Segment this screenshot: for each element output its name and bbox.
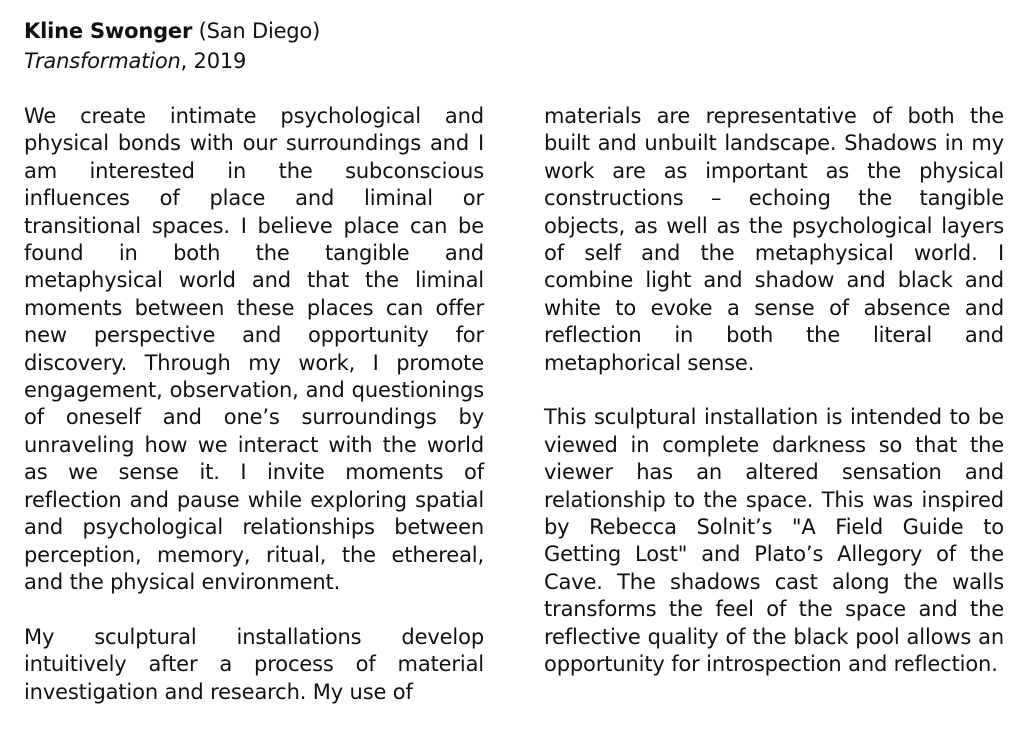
installation-description-paragraph: This sculptural installation is intended to be viewed in complete darkness so that the viewer has an altered sensation and relationship to the space. This was inspired by Rebecca Solnit’s "A Field Guide to Getting Lost" and Plato’s Allegory of the Cave. The shadows cast along the walls transforms the feel of the space and the reflective quality of the black pool allows an opportunity for introspection and reflection. <box>544 405 1004 677</box>
work-year: , 2019 <box>180 49 247 73</box>
statement-paragraph-2: My sculptural installations develop intuitively after a process of material investigation and research. My use of <box>24 624 484 704</box>
left-text-column <box>24 103 484 706</box>
artwork-header <box>24 16 320 76</box>
work-line <box>24 46 320 76</box>
artist-location: (San Diego) <box>198 19 321 43</box>
statement-paragraph-2-continued: materials are representative of both the built and unbuilt landscape. Shadows in my work are as important as the physical constructions – echoing the tangible objects, as well as the psychological layers of self and the metaphysical world. I combine light and shadow and black and white to evoke a sense of absence and reflection in both the literal and metaphorical sense. <box>544 104 1004 375</box>
artist-name: Kline Swonger <box>24 19 193 43</box>
right-text-column <box>544 103 1004 679</box>
artist-line <box>24 16 320 46</box>
work-title: Transformation <box>24 49 181 73</box>
statement-paragraph-1: We create intimate psychological and physical bonds with our surroundings and I am interested in the subconscious influences of place and liminal or transitional spaces. I believe place can be found in both the tangible and metaphysical world and that the liminal moments between these places can offer new perspective and opportunity for discovery. Through my work, I promote engagement, observation, and questionings of oneself and one’s surroundings by unraveling how we interact with the world as we sense it. I invite moments of reflection and pause while exploring spatial and psychological relationships between perception, memory, ritual, the ethereal, and the physical environment. <box>24 104 484 594</box>
